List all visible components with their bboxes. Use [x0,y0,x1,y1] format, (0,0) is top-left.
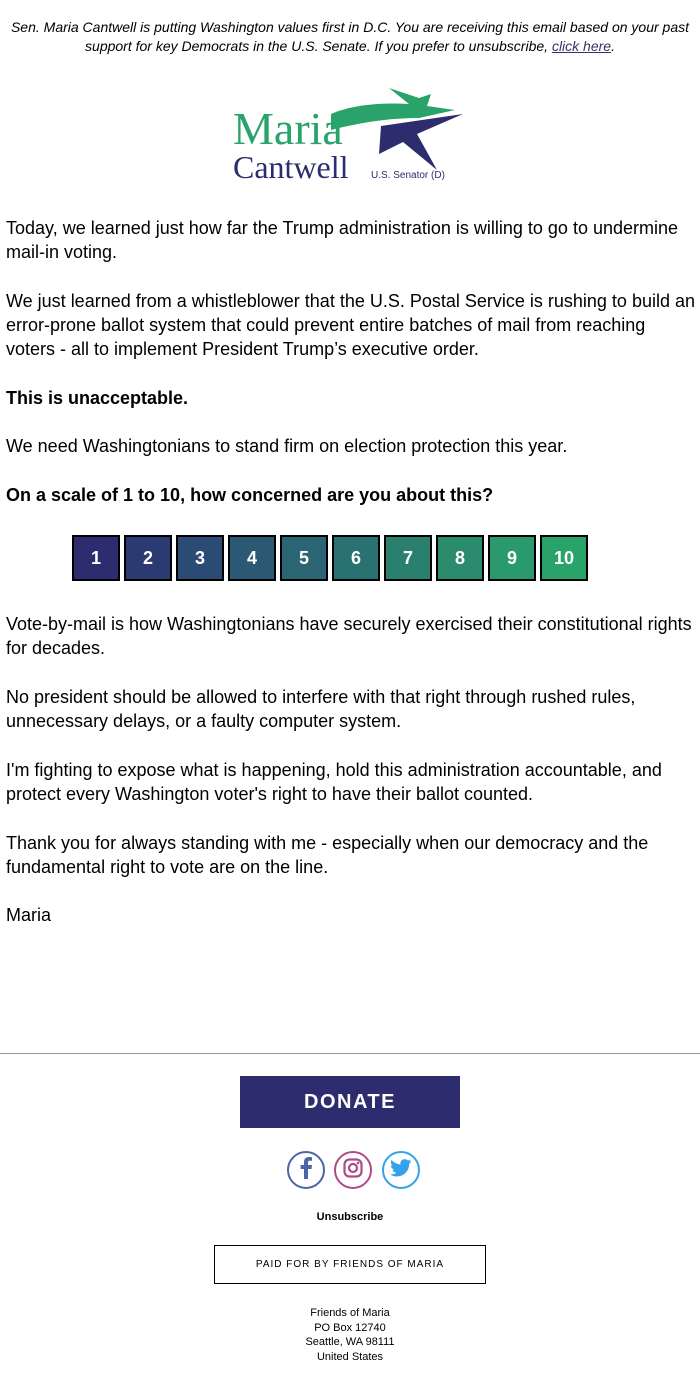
paragraph-9: Thank you for always standing with me - especially when our democracy and the fundamental right to vote are on the line. [6,833,649,877]
scale-button-9[interactable]: 9 [488,535,536,581]
scale-button-1[interactable]: 1 [72,535,120,581]
scale-button-6[interactable]: 6 [332,535,380,581]
scale-button-10[interactable]: 10 [540,535,588,581]
address-line: United States [316,1350,384,1363]
logo-first-name: Maria [233,103,343,154]
facebook-icon [299,1157,313,1184]
address-line: Seattle, WA 98111 [305,1336,395,1348]
paid-for-disclaimer: PAID FOR BY FRIENDS OF MARIA [214,1245,486,1284]
scale-button-5[interactable]: 5 [280,535,328,581]
address-line: PO Box 12740 [314,1321,386,1334]
paragraph-6: Vote-by-mail is how Washingtonians have securely exercised their constitutional rights for decades. [6,614,692,658]
paragraph-4: We need Washingtonians to stand firm on election protection this year. [6,436,568,456]
footer-unsubscribe-link[interactable]: Unsubscribe [316,1211,384,1223]
unsubscribe-link[interactable]: click here [551,38,612,54]
paragraph-1: Today, we learned just how far the Trump administration is willing to go to undermine mail-in voting. [6,218,679,262]
scale-button-3[interactable]: 3 [176,535,224,581]
logo-tagline: U.S. Senator (D) [371,170,445,181]
footer-divider [0,1053,700,1054]
survey-question: On a scale of 1 to 10, how concerned are you about this? [6,485,494,505]
twitter-icon [390,1159,412,1182]
scale-button-8[interactable]: 8 [436,535,484,581]
concern-scale [72,535,588,581]
paragraph-7: No president should be allowed to interfere with that right through rushed rules, unnecessary delays, or a faulty computer system. [6,687,636,731]
scale-button-4[interactable]: 4 [228,535,276,581]
preheader [0,18,700,56]
preheader-text: Sen. Maria Cantwell is putting Washington values first in D.C. You are receiving this email based on your past support for key Democrats in the U.S. Senate. If you prefer to unsubscribe, [10,19,690,54]
facebook-link[interactable] [287,1151,325,1189]
mailing-address [0,1306,700,1364]
paragraph-3: This is unacceptable. [6,388,189,408]
scale-button-2[interactable]: 2 [124,535,172,581]
scale-button-7[interactable]: 7 [384,535,432,581]
signoff: Maria [6,905,52,925]
paragraph-2: We just learned from a whistleblower that the U.S. Postal Service is rushing to build an error-prone ballot system that could prevent entire batches of mail from reaching voters - all to implement President Trump’s executive order. [6,291,696,359]
donate-button[interactable]: DONATE [240,1076,460,1128]
paragraph-8: I'm fighting to expose what is happening, hold this administration accountable, and protect every Washington voter's right to have their ballot counted. [6,760,662,804]
cantwell-logo [231,84,471,184]
instagram-icon [343,1158,363,1183]
address-line: Friends of Maria [310,1307,390,1319]
preheader-end: . [611,38,615,54]
instagram-link[interactable] [334,1151,372,1189]
logo-last-name: Cantwell [233,149,349,184]
twitter-link[interactable] [382,1151,420,1189]
